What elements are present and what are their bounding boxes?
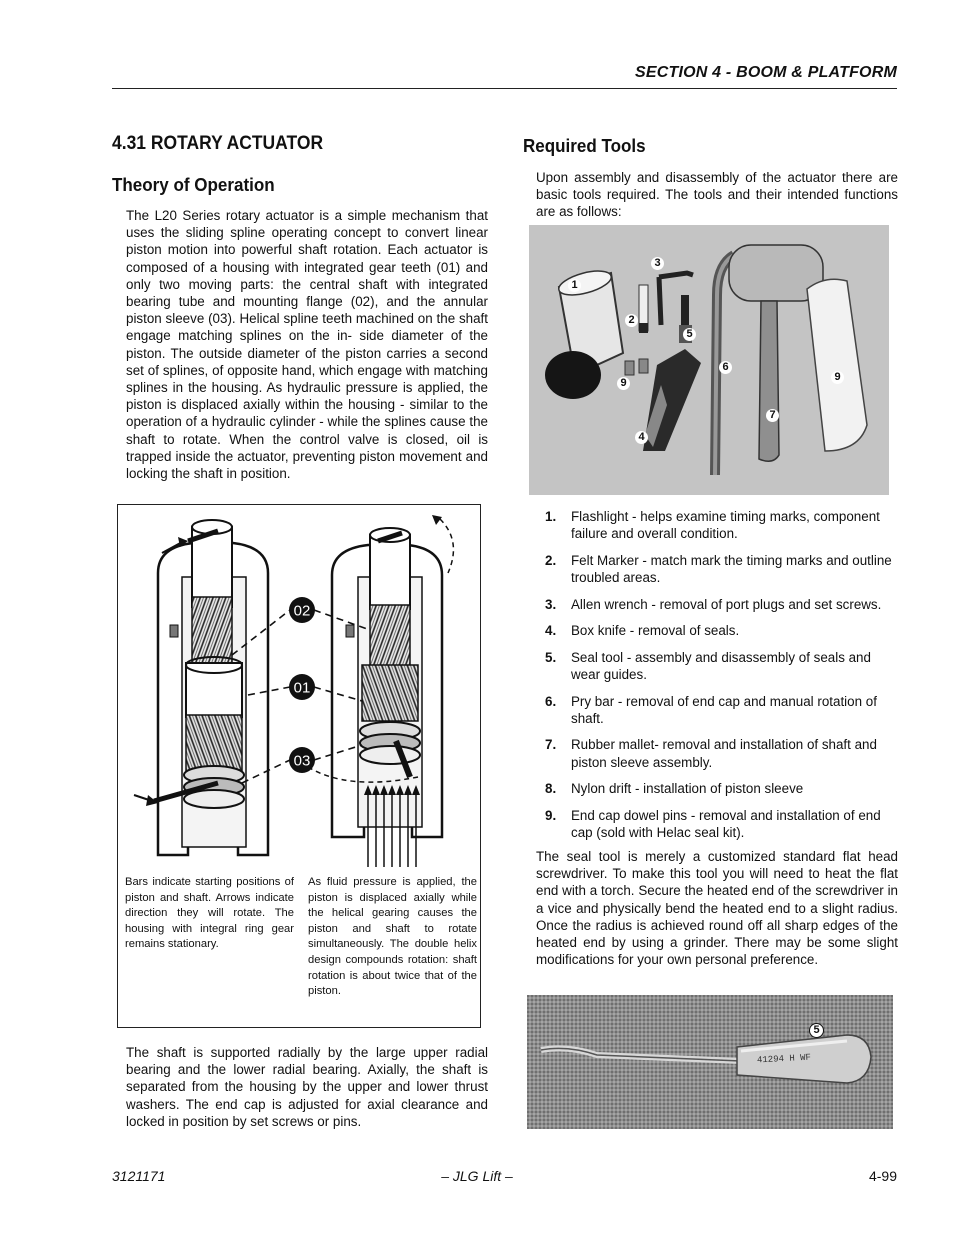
caption-right: As fluid pressure is applied, the piston is displaced axially while the helical gearing causes the piston and shaft to rotate simultaneously. The double helix design compounds rotation: shaft rotation is about twice that of the piston. (308, 876, 477, 998)
photo-label-1: 1 (568, 279, 581, 292)
seal-tool-text: The seal tool is merely a customized standard flat head screwdriver. To make this tool you will need to heat the flat end with a torch. Secure the heated end of the screwdriver in a vice and physically bend the heated end to a slight radius. Once the radius is achieved round off all sharp edges of the heated end by using a grinder. There may be some slight modifications for your own personal preference. (536, 849, 898, 968)
tool-item (545, 596, 899, 613)
tool-item (545, 736, 899, 770)
section-header: SECTION 4 - BOOM & PLATFORM (635, 64, 897, 81)
photo-label-4: 4 (635, 431, 648, 444)
photo-label-9a: 9 (617, 377, 630, 390)
tool-text: Pry bar - removal of end cap and manual rotation of shaft. (571, 693, 877, 726)
tool-num: 8. (545, 781, 557, 797)
tools-intro-text: Upon assembly and disassembly of the actuator there are basic tools required. The tools and their intended functions are as follows: (536, 170, 898, 220)
tool-item (545, 693, 899, 727)
shaft-text: The shaft is supported radially by the large upper radial bearing and the lower radial bearing. Axially, the shaft is separated from the housing by the upper and lower thrust washers. The end cap is adjusted for axial clearance and locked in position by set screws or pins. (126, 1045, 488, 1129)
callout-02-label: 02 (293, 602, 311, 620)
callout-03-label: 03 (293, 752, 311, 770)
photo-label-5: 5 (683, 328, 696, 341)
tool-text: Seal tool - assembly and disassembly of seals and wear guides. (571, 649, 871, 682)
actuator-left (134, 520, 268, 855)
tool-num: 4. (545, 623, 557, 639)
tool-text: Nylon drift - installation of piston sleeve (571, 781, 804, 797)
photo-label-3: 3 (651, 257, 664, 270)
doc-number: 3121171 (112, 1168, 166, 1184)
seal-tool-drawing (527, 995, 893, 1129)
photo-label-7: 7 (766, 409, 779, 422)
tool-item (545, 780, 899, 797)
tool-text: Allen wrench - removal of port plugs and set screws. (571, 596, 882, 612)
caption-left: Bars indicate starting positions of piston and shaft. Arrows indicate direction they will rotate. The housing with integral ring gear remains stationary. (125, 876, 294, 951)
photo-label-6: 6 (719, 361, 732, 374)
tools-list (545, 508, 899, 851)
theory-paragraph (126, 207, 488, 482)
tool-text: Rubber mallet- removal and installation of shaft and piston sleeve assembly. (571, 737, 877, 770)
tool-item (545, 649, 899, 683)
tool-num: 7. (545, 737, 557, 753)
callout-03 (289, 747, 315, 773)
page-number: 4-99 (868, 1168, 897, 1184)
actuator-figure (117, 504, 481, 1028)
photo-label-2: 2 (625, 314, 638, 327)
screwdriver-handle-text: 41294 H WF (756, 1052, 812, 1066)
theory-heading: Theory of Operation (112, 174, 275, 195)
photo2-label-5: 5 (809, 1023, 824, 1038)
tool-num: 9. (545, 807, 557, 823)
tool-num: 3. (545, 596, 557, 612)
tool-item (545, 552, 899, 586)
photo-label-9b: 9 (831, 371, 844, 384)
section-heading: 4.31 ROTARY ACTUATOR (112, 133, 324, 154)
tools-intro (536, 169, 898, 221)
tool-num: 6. (545, 693, 557, 709)
tools-photo-labels (529, 225, 889, 495)
theory-text: The L20 Series rotary actuator is a simple mechanism that uses the sliding spline operating concept to convert linear piston motion into powerful shaft rotation. Each actuator is composed of a housing with integrated gear teeth (01) and only two moving parts: the central shaft with integrated bearing tube and mounting flange (02), and the annular piston sleeve (03). Helical spline teeth machined on the shaft engage matching splines on the in- side diameter of the piston. The outside diameter of the piston carries a second set of splines, of opposite hand, which engage with matching splines in the housing. As hydraulic pressure is applied, the piston is displaced axially within the housing - similar to the operation of a hydraulic cylinder - while the splines cause the shaft to rotate. When the control valve is closed, oil is trapped inside the actuator, preventing piston movement and locking the shaft in position. (126, 208, 488, 482)
tool-item (545, 807, 899, 841)
tool-num: 5. (545, 649, 557, 665)
required-tools-heading: Required Tools (523, 135, 646, 156)
footer-brand: – JLG Lift – (441, 1168, 513, 1184)
tool-item (545, 508, 899, 542)
callout-01 (289, 674, 315, 700)
callout-01-label: 01 (293, 679, 311, 697)
tool-item (545, 622, 899, 639)
shaft-paragraph (126, 1044, 488, 1130)
seal-tool-paragraph (536, 848, 898, 968)
tool-num: 2. (545, 552, 557, 568)
tool-text: End cap dowel pins - removal and installation of end cap (sold with Helac seal kit). (571, 807, 881, 840)
callout-02 (289, 597, 315, 623)
seal-tool-photo (527, 995, 893, 1129)
tool-text: Flashlight - helps examine timing marks, component failure and overall condition. (571, 509, 880, 542)
tool-text: Box knife - removal of seals. (571, 623, 740, 639)
header-rule (112, 88, 897, 89)
tool-num: 1. (545, 509, 557, 524)
actuator-diagram (118, 505, 480, 875)
tool-text: Felt Marker - match mark the timing marks and outline troubled areas. (571, 552, 892, 585)
